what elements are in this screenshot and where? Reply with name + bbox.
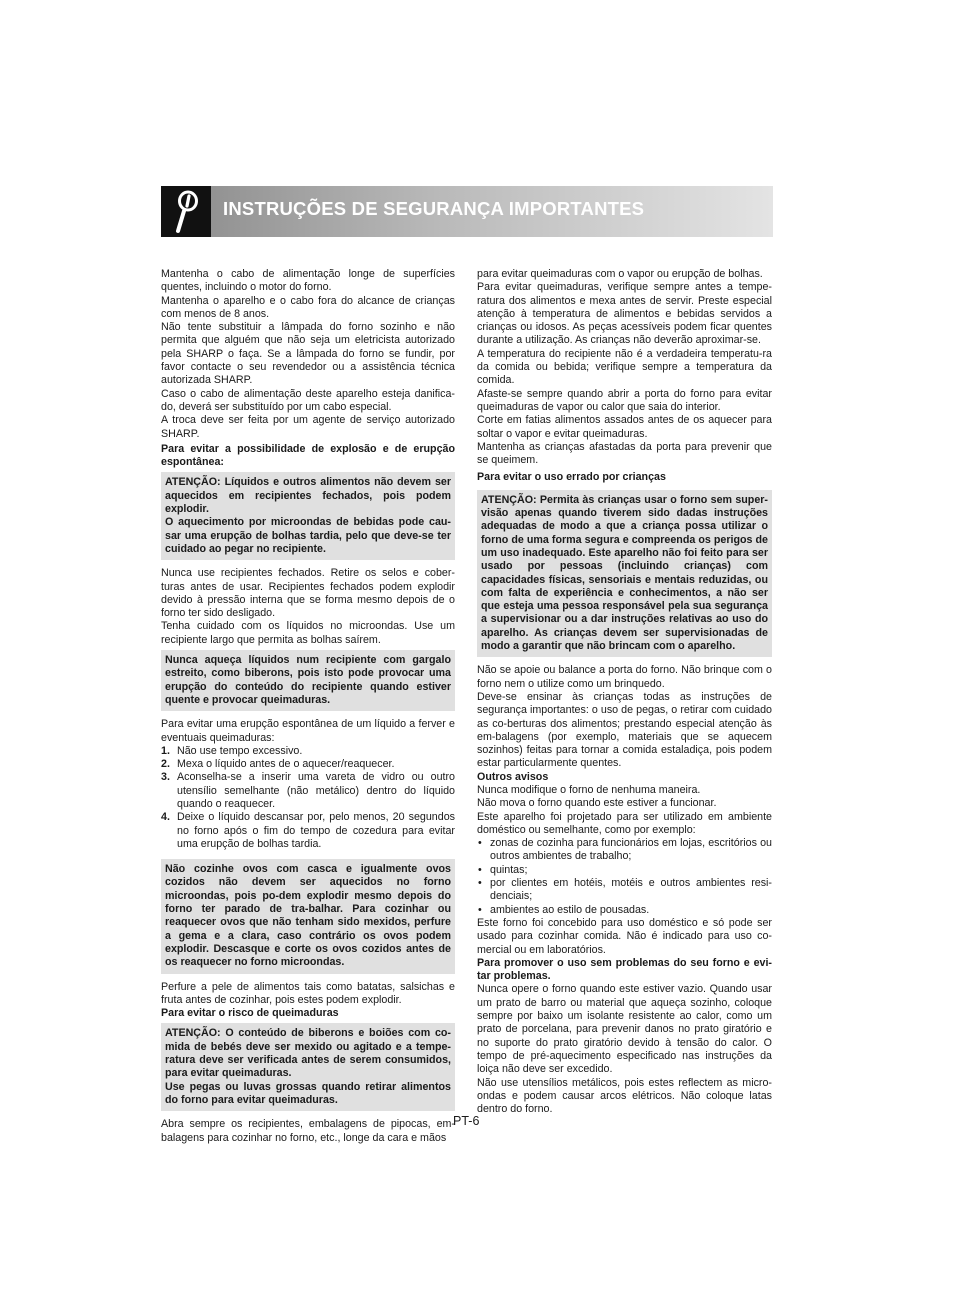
paragraph: Deve-se ensinar às crianças todas as instruções de segurança importantes: o uso de pegas, o retirar com cuidado as co-berturas dos alimentos; prestando especial atenção às em-balagens (por exemplo, materiais que se aquecem sozinhos) feitas para tornar a comida estaladiça, pois podem estar particularmente quentes. bbox=[477, 690, 772, 770]
list-item bbox=[161, 771, 455, 811]
list-item-text: Mexa o líquido antes de o aquecer/reaquecer. bbox=[177, 758, 395, 771]
paragraph: Perfure a pele de alimentos tais como batatas, salsichas e fruta antes de cozinhar, pois estes podem explodir. bbox=[161, 980, 455, 1006]
list-item bbox=[477, 837, 772, 864]
bullet-icon: • bbox=[478, 863, 482, 876]
warning-box bbox=[477, 490, 772, 658]
warning-box bbox=[161, 1023, 455, 1111]
list-item-text: por clientes em hotéis, motéis e outros ambientes resi-denciais; bbox=[490, 877, 772, 903]
list-item-text: zonas de cozinha para funcionários em lojas, escritórios ou outros ambientes de trabalho; bbox=[490, 837, 772, 863]
bullet-icon: • bbox=[478, 877, 482, 890]
paragraph: Nunca opere o forno quando este estiver vazio. Quando usar um prato de barro ou material que aqueça sozinho, coloque sempre por baixo um isolante resistente ao calor, como um prato de porcelana, para prevenir danos no prato giratório e no suporte do prato giratório devido à tensão do calor. O tempo de pré-aquecimento especificado nas instruções da loiça não deve ser excedido. bbox=[477, 983, 772, 1076]
paragraph: Abra sempre os recipientes, embalagens de pipocas, em-balagens para cozinhar no forno, etc., longe da cara e mãos bbox=[161, 1118, 455, 1144]
list-item bbox=[477, 864, 772, 877]
warning-text: O aquecimento por microondas de bebidas pode cau-sar uma erupção de bolhas tardia, pelo que deve-se ter cuidado ao pegar no recipiente. bbox=[165, 516, 451, 555]
section-header-banner bbox=[161, 186, 773, 237]
warning-text: ATENÇÃO: O conteúdo de biberons e boiões com co-mida de bebés deve ser mexido ou agitado e a tempe-ratura deve ser verificada antes de serem consumidos, para evitar queimaduras. bbox=[165, 1027, 451, 1080]
list-item bbox=[477, 877, 772, 904]
subheading: Para evitar a possibilidade de explosão e de erupção espontânea: bbox=[161, 442, 455, 469]
bullet-icon: • bbox=[478, 837, 482, 850]
list-item bbox=[161, 811, 455, 851]
subheading: Outros avisos bbox=[477, 770, 549, 783]
list-item bbox=[161, 758, 455, 771]
warning-box bbox=[161, 859, 455, 973]
list-item bbox=[477, 904, 772, 917]
paragraph: Tenha cuidado com os líquidos no microondas. Use um recipiente largo que permita as bolhas saírem. bbox=[161, 620, 455, 646]
list-number: 3. bbox=[161, 771, 170, 784]
paragraph: Nunca use recipientes fechados. Retire os selos e cober-turas antes de usar. Recipientes fechados podem explodir devido à pressão interna que se forma mesmo depois de o forno ter sido desligado. bbox=[161, 567, 455, 620]
paragraph: Não tente substituir a lâmpada do forno sozinho e não permita que alguém que não seja um eletricista autorizado pela SHARP o faça. Se a lâmpada do forno se fundir, por favor contacte o seu revendedor ou a assistência técnica autorizada SHARP. bbox=[161, 321, 455, 387]
left-column bbox=[161, 268, 455, 1145]
warning-text: Nunca aqueça líquidos num recipiente com gargalo estreito, como biberons, pois isto pode provocar uma erupção do conteúdo do recipiente quando estiver quente e provocar queimaduras. bbox=[165, 654, 451, 706]
paragraph: Para evitar queimaduras, verifique sempre antes a tempe-ratura dos alimentos e mexa antes de servir. Preste especial atenção à temperatura de alimentos e bebidas servidos a crianças ou idosos. As peças acessíveis podem ficar quentes durante a utilização. As crianças não deverão aproximar-se. bbox=[477, 281, 772, 347]
paragraph: Não mova o forno quando este estiver a funcionar. bbox=[477, 797, 717, 810]
paragraph: para evitar queimaduras com o vapor ou erupção de bolhas. bbox=[477, 268, 763, 280]
list-item bbox=[161, 745, 455, 758]
paragraph: Para evitar uma erupção espontânea de um líquido a ferver e eventuais queimaduras: bbox=[161, 718, 455, 744]
paragraph: Afaste-se sempre quando abrir a porta do forno para evitar queimaduras de vapor ou calor que saia do interior. bbox=[477, 387, 772, 413]
list-item-text: Deixe o líquido descansar por, pelo menos, 20 segundos no forno após o fim do tempo de cozedura para evitar uma erupção de bolhas tardia. bbox=[177, 811, 455, 850]
paragraph: Caso o cabo de alimentação deste aparelho esteja danifica-do, deverá ser substituído por um cabo especial. bbox=[161, 387, 455, 413]
paragraph: Mantenha o aparelho e o cabo fora do alcance de crianças com menos de 8 anos. bbox=[161, 294, 455, 320]
numbered-list bbox=[161, 745, 455, 851]
subheading: Para evitar o risco de queimaduras bbox=[161, 1007, 339, 1020]
paragraph: Este aparelho foi projetado para ser utilizado em ambiente doméstico ou semelhante, como por exemplo: bbox=[477, 810, 772, 836]
paragraph: Mantenha as crianças afastadas da porta para prevenir que se queimem. bbox=[477, 440, 772, 467]
list-number: 4. bbox=[161, 811, 170, 824]
warning-text: ATENÇÃO: Permita às crianças usar o forno sem super-visão apenas quando tiverem sido dadas instruções adequadas de modo a que a criança possa utilizar o forno de uma forma segura e compreenda os perigos de um uso inadequado. Este aparelho não foi feito para ser usado por pessoas (incluindo crianças) com capacidades físicas, sensoriais e mentais reduzidas, ou com falta de experiência e conhecimentos, a não ser que esteja uma pessoa responsável pela sua segurança a supervisionar ou a dar instruções relativas ao uso do aparelho. As crianças devem ser supervisionadas de modo a garantir que não brincam com o aparelho. bbox=[481, 493, 768, 653]
list-number: 1. bbox=[161, 744, 170, 757]
list-item-text: Não use tempo excessivo. bbox=[177, 744, 303, 757]
warning-exclamation-icon bbox=[161, 186, 211, 237]
warning-text: ATENÇÃO: Líquidos e outros alimentos não devem ser aquecidos em recipientes fechados, pois podem explodir. bbox=[165, 476, 451, 516]
bullet-icon: • bbox=[478, 903, 482, 916]
warning-box bbox=[161, 472, 455, 560]
subheading: Para promover o uso sem problemas do seu forno e evi-tar problemas. bbox=[477, 956, 772, 983]
paragraph: Este forno foi concebido para uso doméstico e só pode ser usado para cozinhar comida. Não é indicado para uso co-mercial ou em laboratórios. bbox=[477, 916, 772, 956]
paragraph: Mantenha o cabo de alimentação longe de superfícies quentes, incluindo o motor do forno. bbox=[161, 268, 455, 294]
paragraph: Nunca modifique o forno de nenhuma maneira. bbox=[477, 783, 701, 796]
warning-text: Use pegas ou luvas grossas quando retirar alimentos do forno para evitar queimaduras. bbox=[165, 1080, 451, 1106]
subheading: Para evitar o uso errado por crianças bbox=[477, 471, 666, 484]
paragraph: Não use utensílios metálicos, pois estes reflectem as micro-ondas e podem causar arcos elétricos. Não coloque latas dentro do forno. bbox=[477, 1076, 772, 1116]
paragraph: A troca deve ser feita por um agente de serviço autorizado SHARP. bbox=[161, 414, 455, 440]
warning-text: Não cozinhe ovos com casca e igualmente ovos cozidos não devem ser aquecidos no forno microondas, pois po-dem explodir mesmo depois do forno ter parado de tra-balhar. Para cozinhar ou reaquecer ovos que não tenham sido mexidos, perfure a gema e a clara, caso contrário os ovos podem explodir. Descasque e corte os ovos cozidos antes de os reaquecer no forno microondas. bbox=[165, 863, 451, 969]
page-title: INSTRUÇÕES DE SEGURANÇA IMPORTANTES bbox=[223, 198, 645, 219]
warning-box bbox=[161, 650, 455, 711]
list-item-text: Aconselha-se a inserir uma vareta de vidro ou outro utensílio semelhante (não metálico) dentro do líquido quando o reaquecer. bbox=[177, 771, 455, 810]
list-item-text: ambientes ao estilo de pousadas. bbox=[490, 903, 650, 916]
paragraph: A temperatura do recipiente não é a verdadeira temperatu-ra da comida ou bebida; verifique sempre a temperatura da comida. bbox=[477, 347, 772, 387]
bullet-list bbox=[477, 837, 772, 917]
right-column bbox=[477, 268, 772, 1116]
page-number: PT-6 bbox=[453, 1114, 480, 1128]
paragraph: Corte em fatias alimentos assados antes de os aquecer para soltar o vapor e evitar queimaduras. bbox=[477, 414, 772, 440]
paragraph: Não se apoie ou balance a porta do forno. Não brinque com o forno nem o utilize como um brinquedo. bbox=[477, 664, 772, 690]
list-item-text: quintas; bbox=[490, 863, 528, 876]
list-number: 2. bbox=[161, 758, 170, 771]
